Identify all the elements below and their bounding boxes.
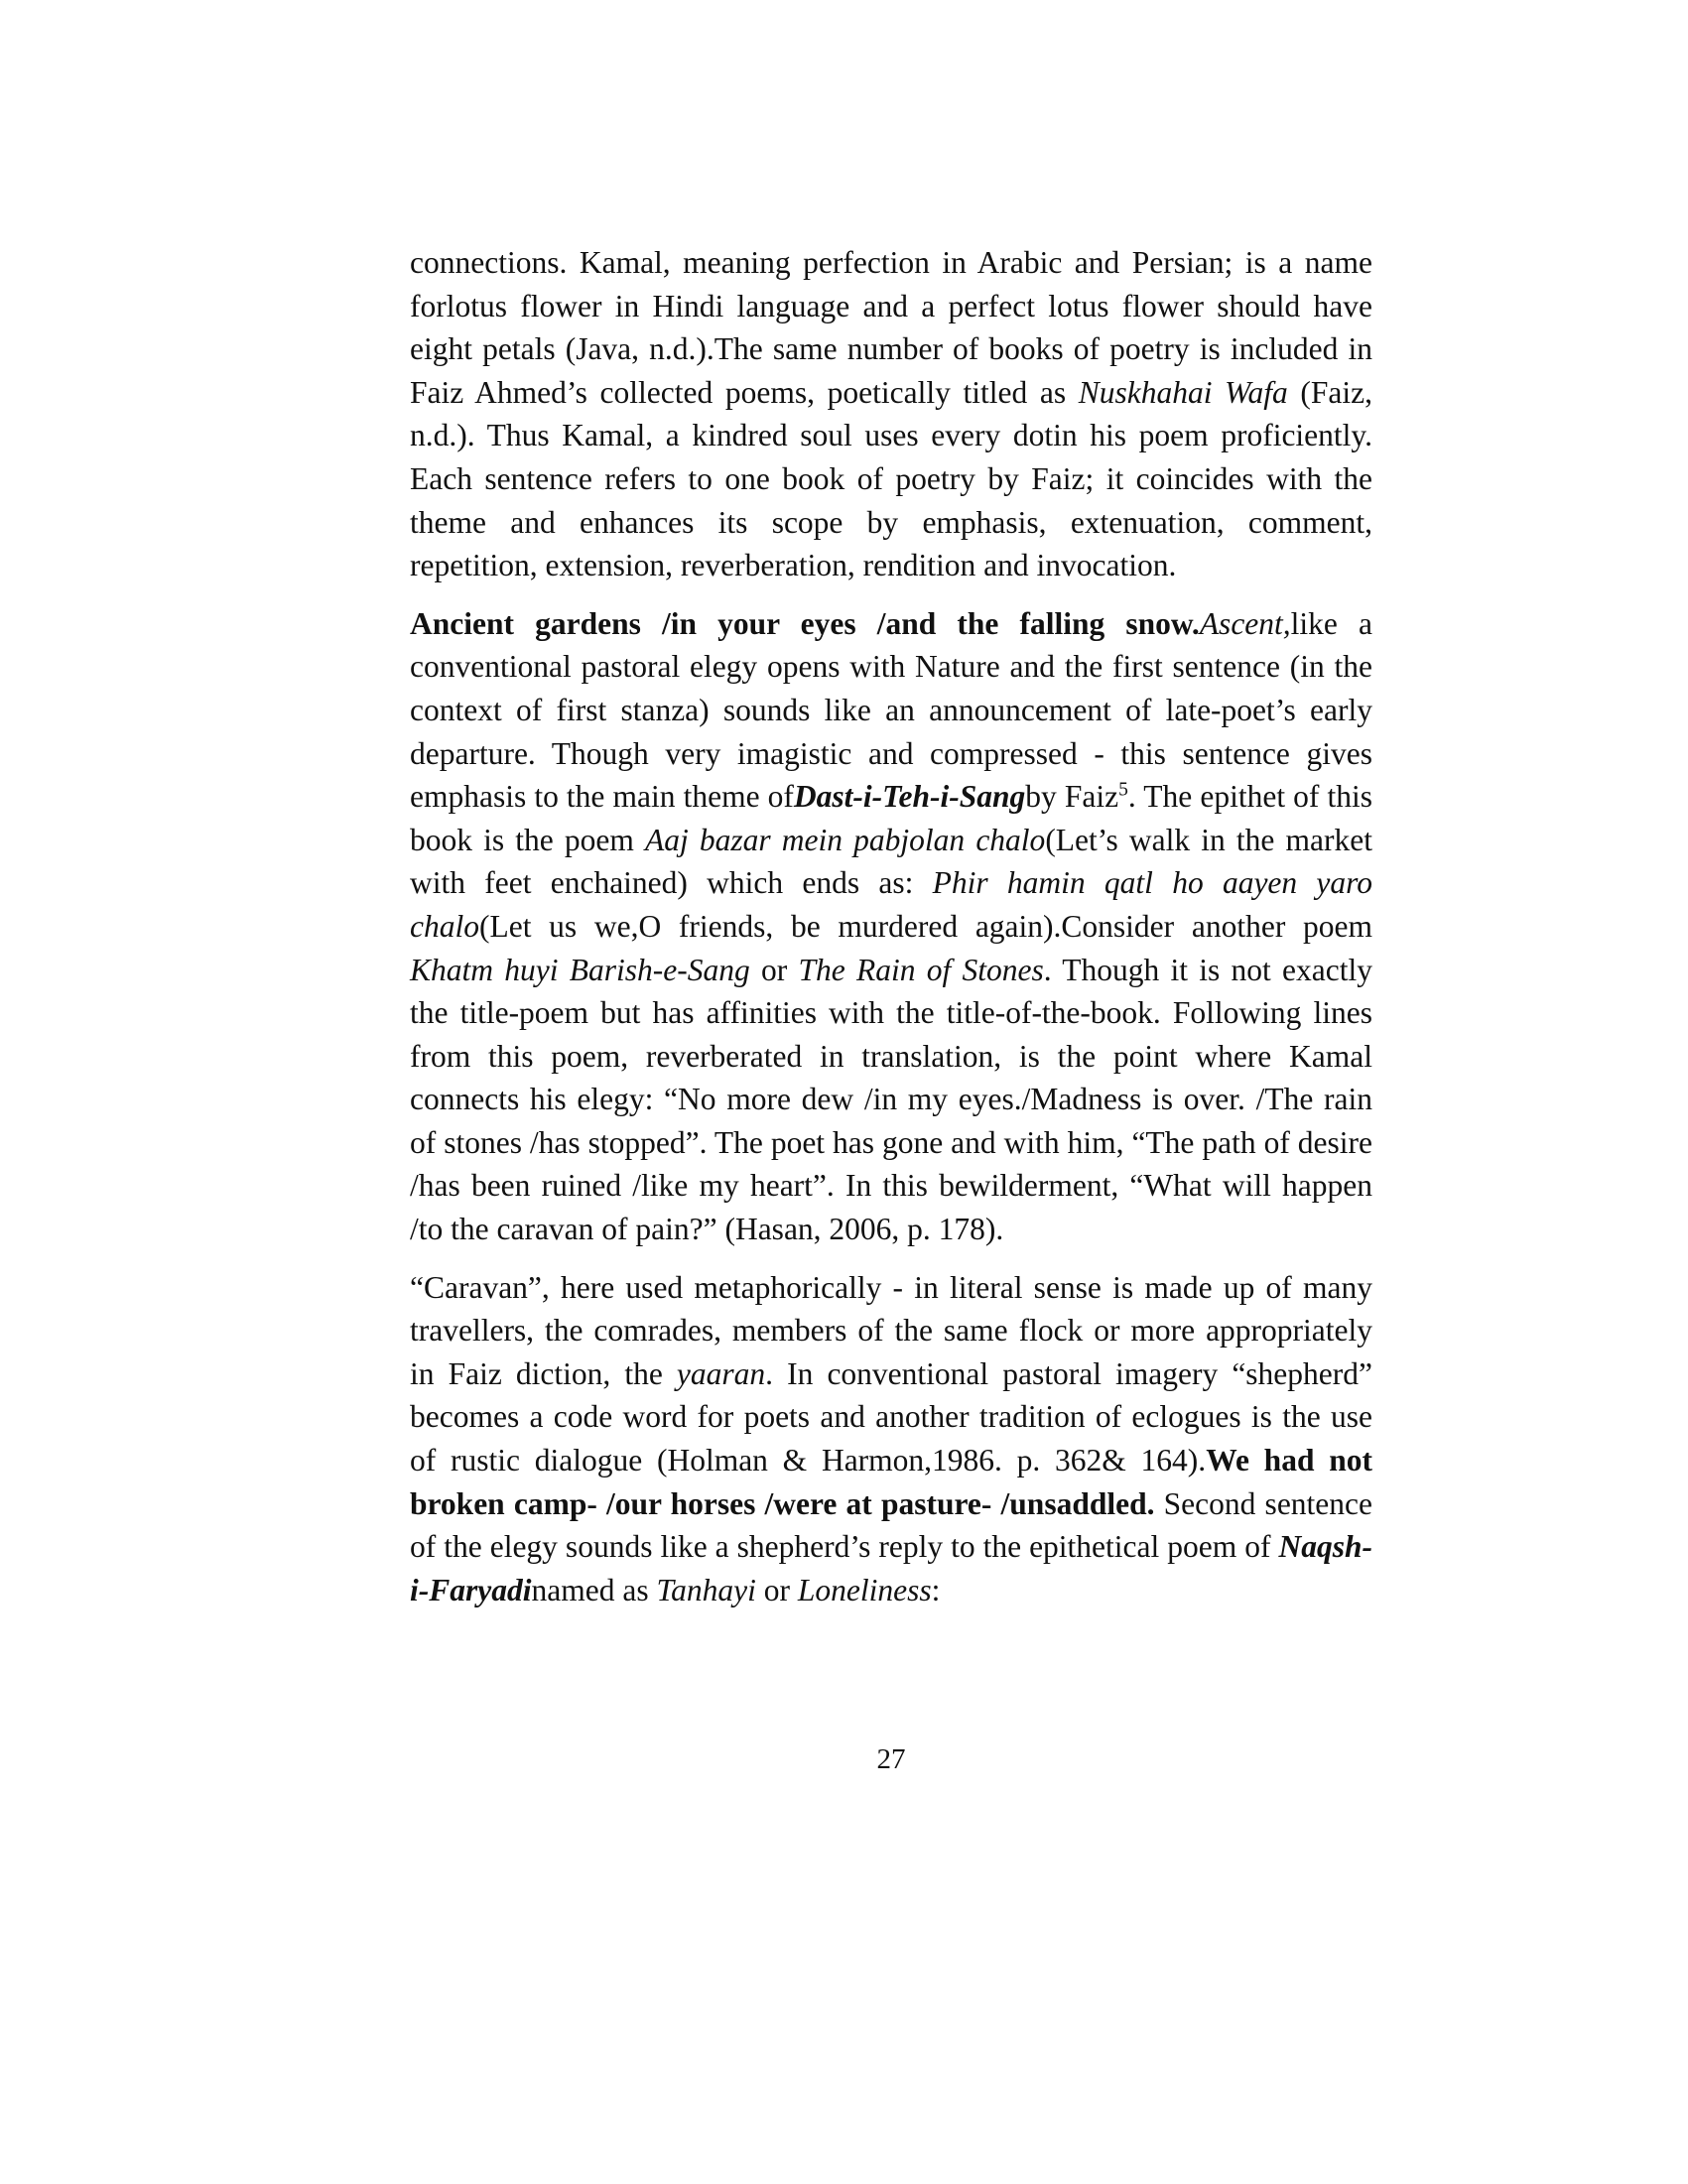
text-run: connections. Kamal, meaning perfection in Arabic and Persian; is a name forlotus flower in Hindi language and a perfect lotus flower should have eight petals (Java, n.d.).The same number of books of poetry is included in Faiz Ahmed’s collected poems, poetically titled as xyxy=(410,245,1372,410)
text-run-italic: Loneliness xyxy=(797,1572,932,1607)
text-run: : xyxy=(931,1572,941,1607)
text-run-bold: We had not broken camp- /our horses /were at pasture- /unsaddled. xyxy=(410,1443,1372,1521)
text-run: Second sentence of the elegy sounds like a shepherd’s reply to the epithetical poem of xyxy=(410,1485,1372,1565)
text-run: or xyxy=(749,952,799,987)
footnote-marker: 5 xyxy=(1118,779,1128,801)
text-run: . Though it is not exactly the title-poem but has affinities with the title-of-the-book. Following lines from this poem, reverberated in translation, is the point where Kamal connects his elegy: “No more dew /in my eyes./Madness is over. /The rain of stones /has stopped”. The poet has gone and with him, “The path of desire /has been ruined /like my heart”. In this bewilderment, “What will happen /to the caravan of pain?” (Hasan, 2006, p. 178). xyxy=(410,952,1372,1247)
body-text xyxy=(410,241,1372,1611)
text-run: named as xyxy=(531,1572,657,1607)
text-run-italic: The Rain of Stones xyxy=(798,952,1044,987)
text-run-bold-italic: Naqsh-i-Faryadi xyxy=(410,1529,1372,1607)
text-run: . The epithet of this book is the poem xyxy=(410,779,1373,857)
text-run: (Let’s walk in the market with feet enchained) which ends as: xyxy=(410,822,1372,901)
paragraph xyxy=(410,1266,1372,1612)
text-run: (Let us we,O friends, be murdered again).Consider another poem xyxy=(478,908,1372,944)
text-run: “Caravan”, here used metaphorically - in literal sense is made up of many travellers, the comrades, members of the same flock or more appropriately in Faiz diction, the xyxy=(410,1269,1372,1391)
paragraph xyxy=(410,602,1372,1251)
text-run: or xyxy=(755,1572,798,1607)
page-number: 27 xyxy=(876,1743,906,1775)
text-run-italic: yaaran xyxy=(676,1355,766,1391)
text-run-italic: Ascent, xyxy=(1199,605,1291,641)
text-run-bold: Ancient gardens /in your eyes /and the falling snow. xyxy=(410,605,1200,641)
paragraph xyxy=(410,241,1372,587)
text-run: by Faiz xyxy=(1025,779,1119,815)
text-run-italic: Khatm huyi Barish-e-Sang xyxy=(410,952,750,987)
text-run-italic: Nuskhahai Wafa xyxy=(1078,374,1288,410)
text-run-italic: Aaj bazar mein pabjolan chalo xyxy=(645,822,1046,857)
text-run: . In conventional pastoral imagery “shepherd” becomes a code word for poets and another tradition of eclogues is the use of rustic dialogue (Holman & Harmon,1986. p. 362& 164). xyxy=(410,1355,1372,1478)
text-run-italic: Tanhayi xyxy=(656,1572,756,1607)
text-run: (Faiz, n.d.). Thus Kamal, a kindred soul uses every dotin his poem proficiently. Each sentence refers to one book of poetry by Faiz; it coincides with the theme and enhances its scope by emphasis, extenuation, comment, repetition, extension, reverberation, rendition and invocation. xyxy=(410,374,1372,583)
text-run-italic: Phir hamin qatl ho aayen yaro chalo xyxy=(410,865,1372,944)
text-run-bold-italic: Dast-i-Teh-i-Sang xyxy=(793,779,1026,815)
text-run: like a conventional pastoral elegy opens with Nature and the first sentence (in the context of first stanza) sounds like an announcement of late-poet’s early departure. Though very imagistic and compressed - this sentence gives emphasis to the main theme of xyxy=(410,605,1372,815)
